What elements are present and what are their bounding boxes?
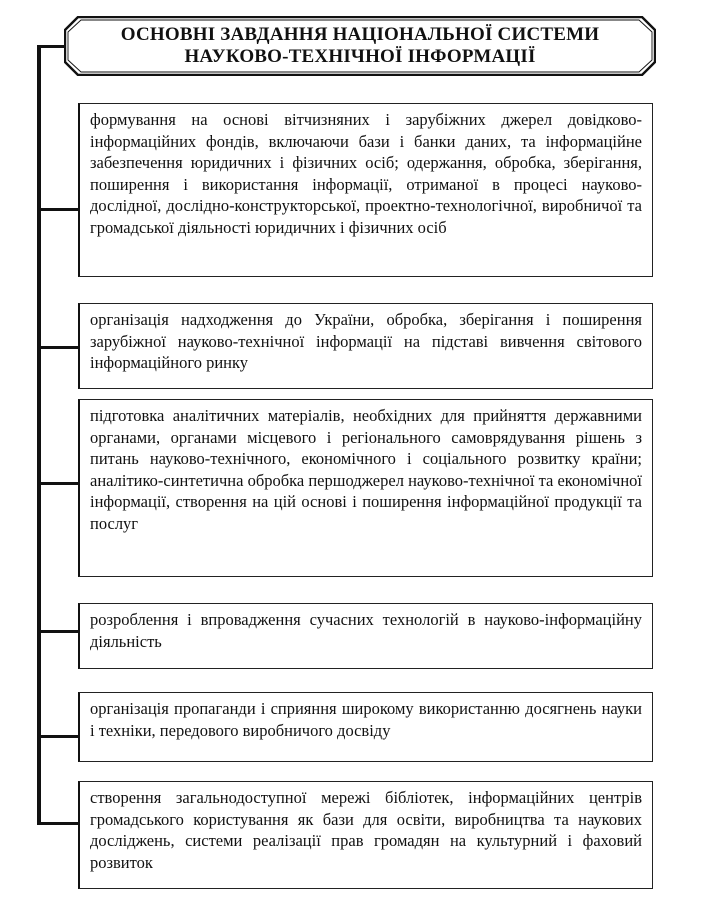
- task-text-4: розроблення і впровадження сучасних технологій в науково-інформаційну діяльність: [90, 610, 642, 651]
- connector-task-2: [37, 346, 79, 349]
- diagram-title: [94, 24, 626, 68]
- task-box-4: [78, 603, 653, 669]
- task-box-2: [78, 303, 653, 389]
- task-box-6: [78, 781, 653, 889]
- task-box-5: [78, 692, 653, 762]
- connector-task-6: [37, 822, 79, 825]
- task-box-3: [78, 399, 653, 577]
- task-text-5: організація пропаганди і сприяння широкому використанню досягнень науки і техніки, передового виробничого досвіду: [90, 699, 642, 740]
- title-line-2: НАУКОВО-ТЕХНІЧНОЇ ІНФОРМАЦІЇ: [184, 46, 536, 67]
- task-text-2: організація надходження до України, обробка, зберігання і поширення зарубіжної науково-технічної інформації на підставі вивчення світового інформаційного ринку: [90, 310, 642, 373]
- connector-task-1: [37, 208, 79, 211]
- connector-task-4: [37, 630, 79, 633]
- connector-task-5: [37, 735, 79, 738]
- title-line-1: ОСНОВНІ ЗАВДАННЯ НАЦІОНАЛЬНОЇ СИСТЕМИ: [120, 24, 600, 45]
- diagram-spine-line: [37, 46, 41, 823]
- connector-title: [37, 45, 67, 48]
- connector-task-3: [37, 482, 79, 485]
- task-text-1: формування на основі вітчизняних і зарубіжних джерел довідково-інформаційних фондів, включаючи бази і банки даних, та інформаційне забезпечення юридичних і фізичних осіб; одержання, обробка, зберігання, поширення і використання інформації, отриманої в процесі науково-дослідної, дослідно-конструкторської, проектно-технологічної, виробничої та громадської діяльності юридичних і фізичних осіб: [90, 110, 642, 237]
- task-text-6: створення загальнодоступної мережі бібліотек, інформаційних центрів громадського користування як бази для освіти, виробництва та наукових досліджень, системи реалізації прав громадян на культурний і фаховий розвиток: [90, 788, 642, 872]
- task-box-1: [78, 103, 653, 277]
- task-text-3: підготовка аналітичних матеріалів, необхідних для прийняття державними органами, органами місцевого і регіонального самоврядування рішень з питань науково-технічного, економічного і соціального розвитку країни; аналітико-синтетична обробка першоджерел науково-технічної та економічної інформації, створення на цій основі і поширення інформаційної продукції та послуг: [90, 406, 642, 533]
- title-box: [64, 16, 656, 76]
